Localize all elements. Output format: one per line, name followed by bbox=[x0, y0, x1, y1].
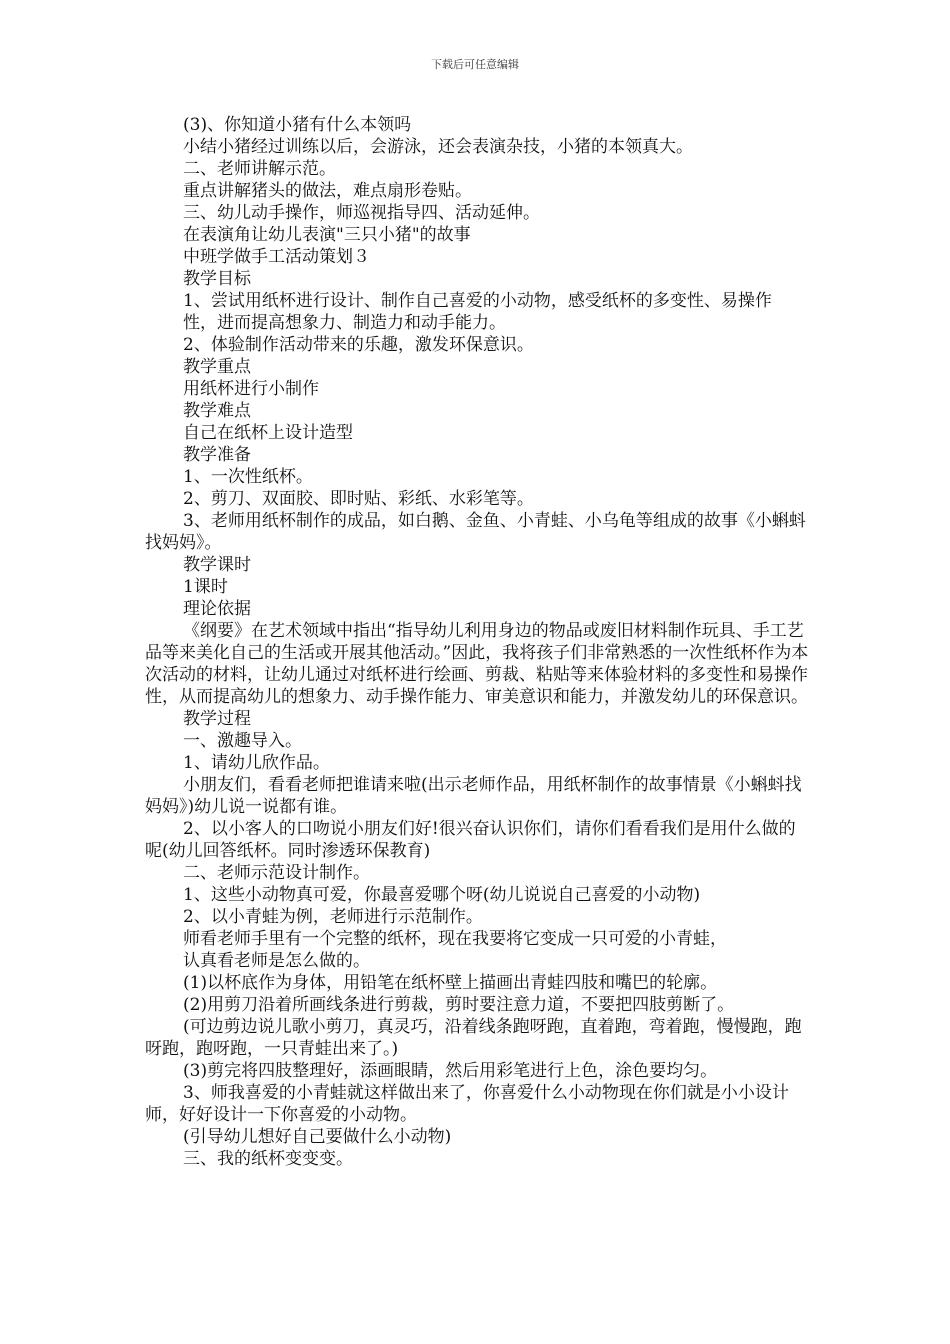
body-paragraph: 用纸杯进行小制作 bbox=[183, 379, 319, 399]
body-paragraph: (可边剪边说儿歌小剪刀，真灵巧，沿着线条跑呀跑，直着跑，弯着跑，慢慢跑，跑呀跑，跑呀跑，一只青蛙出来了。) bbox=[145, 1017, 802, 1059]
body-paragraph: 二、老师讲解示范。 bbox=[183, 159, 336, 179]
body-paragraph: 1课时 bbox=[183, 577, 228, 597]
body-paragraph: 自己在纸杯上设计造型 bbox=[183, 423, 353, 443]
body-paragraph: (1)以杯底作为身体，用铅笔在纸杯壁上描画出青蛙四肢和嘴巴的轮廓。 bbox=[183, 973, 718, 993]
body-paragraph: 2、以小青蛙为例，老师进行示范制作。 bbox=[183, 907, 483, 927]
body-paragraph: 《纲要》在艺术领域中指出“指导幼儿利用身边的物品或废旧材料制作玩具、手工艺品等来美化自己的生活或开展其他活动。”因此，我将孩子们非常熟悉的一次性纸杯作为本次活动的材料，让幼儿通过对纸杯进行绘画、剪裁、粘贴等来体验材料的多变性和易操作性，从而提高幼儿的想象力、动手操作能力、审美意识和能力，并激发幼儿的环保意识。 bbox=[145, 621, 809, 707]
body-paragraph: 3、老师用纸杯制作的成品，如白鹅、金鱼、小青蛙、小乌龟等组成的故事《小蝌蚪找妈妈》。 bbox=[145, 511, 806, 553]
body-paragraph: (引导幼儿想好自己要做什么小动物) bbox=[183, 1127, 452, 1147]
body-paragraph: 教学目标 bbox=[183, 269, 251, 289]
body-paragraph: 1、这些小动物真可爱，你最喜爱哪个呀(幼儿说说自己喜爱的小动物) bbox=[183, 885, 701, 905]
body-paragraph: 二、老师示范设计制作。 bbox=[183, 863, 370, 883]
body-paragraph: (3)剪完将四肢整理好，添画眼睛，然后用彩笔进行上色，涂色要均匀。 bbox=[183, 1061, 718, 1081]
body-paragraph: 教学准备 bbox=[183, 445, 251, 465]
body-paragraph: 一、激趣导入。 bbox=[183, 731, 302, 751]
body-paragraph: 教学难点 bbox=[183, 401, 251, 421]
body-paragraph: 中班学做手工活动策划３ bbox=[183, 247, 370, 267]
body-paragraph: 教学课时 bbox=[183, 555, 251, 575]
body-paragraph: 认真看老师是怎么做的。 bbox=[183, 951, 370, 971]
body-paragraph: 2、以小客人的口吻说小朋友们好!很兴奋认识你们，请你们看看我们是用什么做的呢(幼儿回答纸杯。同时渗透环保教育) bbox=[145, 819, 796, 861]
body-paragraph: 性，进而提高想象力、制造力和动手能力。 bbox=[183, 313, 506, 333]
body-paragraph: 2、体验制作活动带来的乐趣，激发环保意识。 bbox=[183, 335, 534, 355]
body-paragraph: 在表演角让幼儿表演"三只小猪"的故事 bbox=[183, 225, 471, 245]
body-paragraph: (3)、你知道小猪有什么本领吗 bbox=[183, 115, 412, 135]
body-paragraph: 1、请幼儿欣作品。 bbox=[183, 753, 330, 773]
body-paragraph: 师看老师手里有一个完整的纸杯，现在我要将它变成一只可爱的小青蛙， bbox=[183, 929, 727, 949]
body-paragraph: 三、我的纸杯变变变。 bbox=[183, 1149, 353, 1169]
document-body bbox=[145, 114, 810, 1170]
body-paragraph: 教学重点 bbox=[183, 357, 251, 377]
body-paragraph: 重点讲解猪头的做法，难点扇形卷贴。 bbox=[183, 181, 472, 201]
body-paragraph: 1、尝试用纸杯进行设计、制作自己喜爱的小动物，感受纸杯的多变性、易操作 bbox=[183, 291, 772, 311]
body-paragraph: (2)用剪刀沿着所画线条进行剪裁，剪时要注意力道，不要把四肢剪断了。 bbox=[183, 995, 735, 1015]
body-paragraph: 理论依据 bbox=[183, 599, 251, 619]
body-paragraph: 三、幼儿动手操作，师巡视指导四、活动延伸。 bbox=[183, 203, 540, 223]
body-paragraph: 3、师我喜爱的小青蛙就这样做出来了，你喜爱什么小动物现在你们就是小小设计师，好好设计一下你喜爱的小动物。 bbox=[145, 1083, 789, 1125]
body-paragraph: 小结小猪经过训练以后，会游泳，还会表演杂技，小猪的本领真大。 bbox=[183, 137, 693, 157]
body-paragraph: 小朋友们，看看老师把谁请来啦(出示老师作品，用纸杯制作的故事情景《小蝌蚪找妈妈》)幼儿说一说都有谁。 bbox=[145, 775, 802, 817]
body-paragraph: 教学过程 bbox=[183, 709, 251, 729]
body-paragraph: 2、剪刀、双面胶、即时贴、彩纸、水彩笔等。 bbox=[183, 489, 534, 509]
body-paragraph: 1、一次性纸杯。 bbox=[183, 467, 313, 487]
page-header-note: 下载后可任意编辑 bbox=[431, 58, 519, 71]
